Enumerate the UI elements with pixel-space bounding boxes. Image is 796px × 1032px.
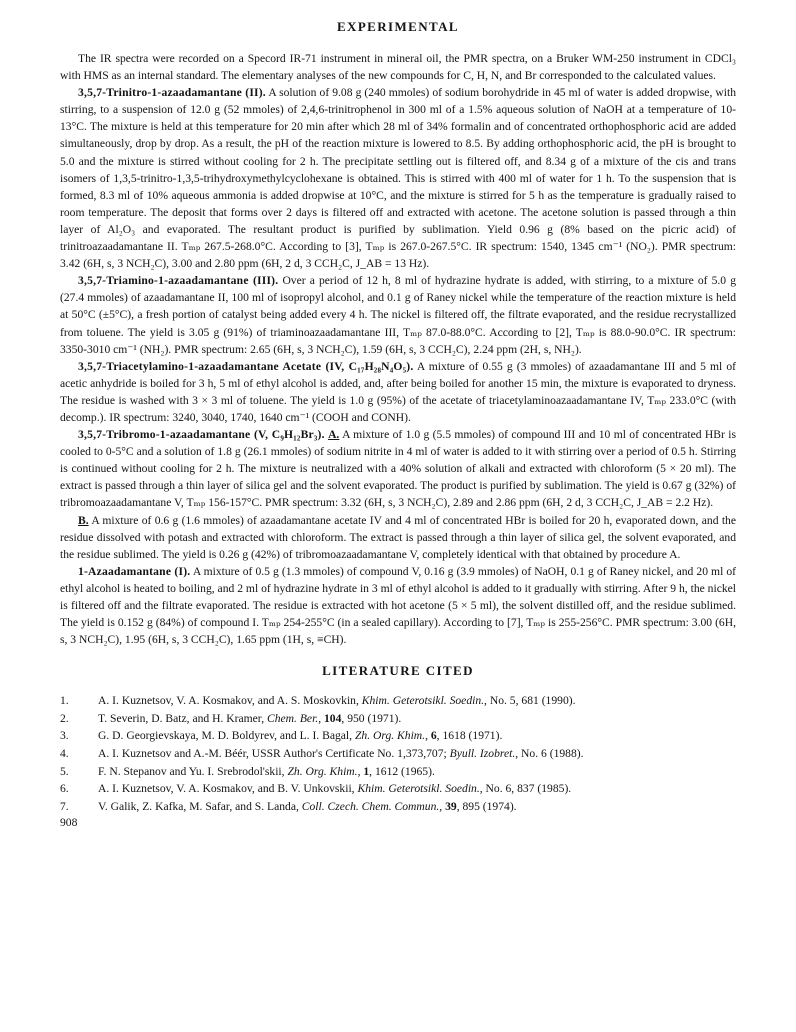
reference-authors: A. I. Kuznetsov, V. A. Kosmakov, and A. S. Moskovkin, bbox=[98, 694, 359, 708]
reference-pages: , 1612 (1965). bbox=[369, 764, 435, 778]
reference-journal: Khim. Geterotsikl. Soedin. bbox=[357, 782, 480, 796]
reference-details: , No. 6 (1988). bbox=[515, 747, 584, 761]
compound-ii-paragraph bbox=[60, 84, 736, 272]
reference-item bbox=[60, 710, 736, 728]
paragraph-text: A mixture of 0.55 g (3 mmoles) of azaadamantane III and 5 ml of acetic anhydride is boiled for 3 h, 5 ml of ethyl alcohol is added, and, after being boiled for another 15 min, the mixture is evaporated to dryness. The residue is washed with 3 × 3 ml of toluene. The yield is 1.0 g (95%) of the acetate of triacetylaminoazaadamantane IV, Tₘₚ 233.0°C (with decomp.). IR spectrum: 3240, 3040, 1740, 1640 cm⁻¹ (COOH and CONH). bbox=[60, 359, 736, 424]
paragraph-text: Over a period of 12 h, 8 ml of hydrazine hydrate is added, with stirring, to a mixture of 5.0 g (27.4 mmoles) of azaadamantane II, 100 ml of isopropyl alcohol, and 0.1 g of Raney nickel while the temperature of the reaction mixture is held at 50°C (±5°C), a fresh portion of catalyst being added every 4 h. The nickel is filtered off, the filtrate evaporated, and the residue recrystallized from toluene. The yield is 3.05 g (91%) of triaminoazaadamantane III, Tₘₚ 87.0-88.0°C. According to [2], Tₘₚ is 88.0-90.0°C. IR spectrum: 3350-3010 cm⁻¹ (NH₂). PMR spectrum: 2.65 (6H, s, 3 NCH₂C), 1.59 (6H, s, 3 CCH₂C), 2.24 ppm (2H, s, NH₂). bbox=[60, 274, 736, 356]
procedure-label: B. bbox=[78, 513, 89, 527]
reference-details: , bbox=[425, 729, 431, 743]
reference-journal: Zh. Org. Khim. bbox=[354, 729, 426, 743]
compound-title: 1-Azaadamantane (I). bbox=[78, 564, 191, 578]
reference-journal: Khim. Geterotsikl. Soedin. bbox=[361, 694, 485, 708]
reference-details: , No. 5, 681 (1990). bbox=[484, 694, 576, 708]
reference-journal: Chem. Ber. bbox=[267, 711, 319, 725]
reference-pages: , 1618 (1971). bbox=[436, 729, 503, 743]
procedure-b-paragraph bbox=[60, 512, 736, 563]
reference-journal: Byull. Izobret. bbox=[449, 747, 516, 761]
paragraph-text: A mixture of 0.5 g (1.3 mmoles) of compound V, 0.16 g (3.9 mmoles) of NaOH, 0.1 g of Raney nickel, and 20 ml of ethyl alcohol is heated to boiling, and 2 ml of hydrazine hydrate in 3 ml of ethyl alcohol is added to it gradually with stirring. After 9 h, the nickel is filtered off and the filtrate evaporated. The residue is extracted with hot acetone (5 × 5 ml), the solvent distilled off, and the residue sublimed. The yield is 0.152 g (84%) of compound I. Tₘₚ 254-255°C (in a sealed capillary). According to [7], Tₘₚ is 255-256°C. PMR spectrum: 3.00 (6H, s, 3 NCH₂C), 1.95 (6H, s, 3 CCH₂C), 1.65 ppm (1H, s, ≡CH). bbox=[60, 564, 737, 647]
reference-details: , bbox=[439, 799, 446, 813]
reference-list bbox=[60, 692, 736, 815]
reference-volume: 39 bbox=[445, 799, 457, 813]
reference-volume: 6 bbox=[430, 729, 437, 743]
compound-title: 3,5,7-Trinitro-1-azaadamantane (II). bbox=[78, 86, 266, 100]
paragraph-text: A solution of 9.08 g (240 mmoles) of sodium borohydride in 45 ml of water is added dropwise, with stirring, to a suspension of 12.0 g (52 mmoles) of 2,4,6-trinitrophenol in 300 ml of a 1.5% aqueous solution of NaOH at a temperature of 10-13°C. The mixture is held at this temperature for 20 min after which 28 ml of 34% formalin and of concentrated orthophosphoric acid are added simultaneously, drop by drop. As a result, the pH of the reaction mixture is lowered to 8.5. By adding orthophosphoric acid, the pH is brought to 5.0 and the mixture is stirred without cooling for 2 h. The precipitate settling out is filtered off, and 8.34 g of a mixture of the cis and trans isomers of 1,3,5-trinitro-1,3,5-trihydroxymethylcyclohexane is obtained. This is stirred with 400 ml of water for 1 h. To the suspension that is formed, 8.3 ml of 10% aqueous ammonia is added dropwise at 10°C, and the mixture is stirred for 5 h as the temperature is gradually raised to room temperature. The deposit that forms over 2 days is filtered off and extracted with acetone. The acetone solution is passed through a thin layer of Al₂O₃ and evaporated. The resultant product is purified by sublimation. Yield 0.96 g (8% based on the picric acid) of trinitroazaadamantane II. Tₘₚ 267.5-268.0°C. According to [3], Tₘₚ is 267.0-267.5°C. IR spectrum: 1540, 1345 cm⁻¹ (NO₂). PMR spectrum: 3.42 (6H, s, 3 NCH₂C), 3.00 and 2.80 ppm (6H, 2 d, 3 CCH₂C, J_AB = 13 Hz). bbox=[60, 86, 737, 271]
compound-v-paragraph bbox=[60, 426, 736, 511]
reference-details: , bbox=[318, 711, 324, 725]
compound-title: 3,5,7-Triamino-1-azaadamantane (III). bbox=[78, 274, 279, 288]
reference-journal: Zh. Org. Khim. bbox=[287, 764, 358, 778]
reference-volume: 104 bbox=[324, 711, 342, 725]
reference-authors: F. N. Stepanov and Yu. I. Srebrodol'skii, bbox=[98, 764, 285, 778]
reference-item bbox=[60, 798, 736, 816]
page-number: 908 bbox=[60, 816, 78, 830]
reference-number: 3. bbox=[60, 729, 69, 743]
reference-volume: 1 bbox=[363, 764, 370, 778]
compound-title: 3,5,7-Tribromo-1-azaadamantane (V, C₉H₁₂Br₃). bbox=[78, 428, 325, 442]
reference-details: , bbox=[357, 764, 364, 778]
compound-iii-paragraph bbox=[60, 272, 736, 357]
reference-item bbox=[60, 780, 736, 798]
reference-number: 5. bbox=[60, 764, 69, 778]
reference-number: 4. bbox=[60, 747, 69, 761]
reference-authors: T. Severin, D. Batz, and H. Kramer, bbox=[98, 711, 265, 725]
paragraph-text: A mixture of 0.6 g (1.6 mmoles) of azaadamantane acetate IV and 4 ml of concentrated HBr is boiled for 20 h, evaporated down, and the residue dissolved with potash and extracted with chloroform. The extract is passed through a thin layer of silica gel, the solvent evaporated, and the residue sublimed. The yield is 0.26 g (42%) of tribromoazaadamantane V, completely identical with that obtained by procedure A. bbox=[60, 513, 736, 561]
paper-page bbox=[60, 18, 736, 831]
paragraph-text: A mixture of 1.0 g (5.5 mmoles) of compound III and 10 ml of concentrated HBr is cooled to 0-5°C and a solution of 1.8 g (26.1 mmoles) of sodium nitrite in 4 ml of water is added to it with stirring over a period of 0.5 h. Stirring is continued without cooling for 2 h. The mixture is neutralized with a 40% solution of alkali and extracted with chloroform (5 × 20 ml). The extract is passed through a thin layer of silica gel and the solvent evaporated. The product is purified by sublimation. The yield is 0.67 g (32%) of tribromoazaadamantane V, Tₘₚ 156-157°C. PMR spectrum: 3.32 (6H, s, 3 NCH₂C), 2.89 and 2.86 ppm (6H, 2 d, 3 CCH₂C, J_AB = 2.2 Hz). bbox=[60, 428, 736, 510]
reference-item bbox=[60, 745, 736, 763]
procedure-label: A. bbox=[328, 428, 340, 442]
reference-item bbox=[60, 727, 736, 745]
reference-authors: V. Galik, Z. Kafka, M. Safar, and S. Landa, bbox=[98, 799, 299, 813]
reference-pages: , 895 (1974). bbox=[456, 799, 517, 813]
reference-number: 1. bbox=[60, 694, 69, 708]
paragraph-text: The IR spectra were recorded on a Specord IR-71 instrument in mineral oil, the PMR spectra, on a Bruker WM-250 instrument in CDCl₃ with HMS as an internal standard. The elementary analyses of the new compounds for C, H, N, and Br corresponded to the calculated values. bbox=[60, 52, 736, 83]
reference-details: , No. 6, 837 (1985). bbox=[479, 782, 572, 796]
reference-authors: A. I. Kuznetsov, V. A. Kosmakov, and B. V. Unkovskii, bbox=[98, 782, 355, 796]
reference-pages: , 950 (1971). bbox=[341, 711, 402, 725]
reference-item bbox=[60, 763, 736, 781]
reference-number: 6. bbox=[60, 782, 69, 796]
reference-number: 7. bbox=[60, 799, 69, 813]
compound-i-paragraph bbox=[60, 563, 736, 648]
reference-number: 2. bbox=[60, 711, 69, 725]
section-heading-literature: LITERATURE CITED bbox=[322, 663, 474, 679]
reference-authors: G. D. Georgievskaya, M. D. Boldyrev, and L. I. Bagal, bbox=[98, 729, 353, 743]
reference-item bbox=[60, 692, 736, 710]
experimental-body bbox=[60, 50, 736, 648]
intro-paragraph bbox=[60, 50, 736, 84]
reference-journal: Coll. Czech. Chem. Commun. bbox=[301, 799, 440, 813]
compound-iv-paragraph bbox=[60, 358, 736, 426]
reference-authors: A. I. Kuznetsov and A.-M. Béér, USSR Author's Certificate No. 1,373,707; bbox=[98, 747, 447, 761]
section-heading-experimental: EXPERIMENTAL bbox=[336, 19, 459, 34]
compound-title: 3,5,7-Triacetylamino-1-azaadamantane Acetate (IV, C₁₇H₂₈N₄O₅). bbox=[78, 359, 414, 373]
